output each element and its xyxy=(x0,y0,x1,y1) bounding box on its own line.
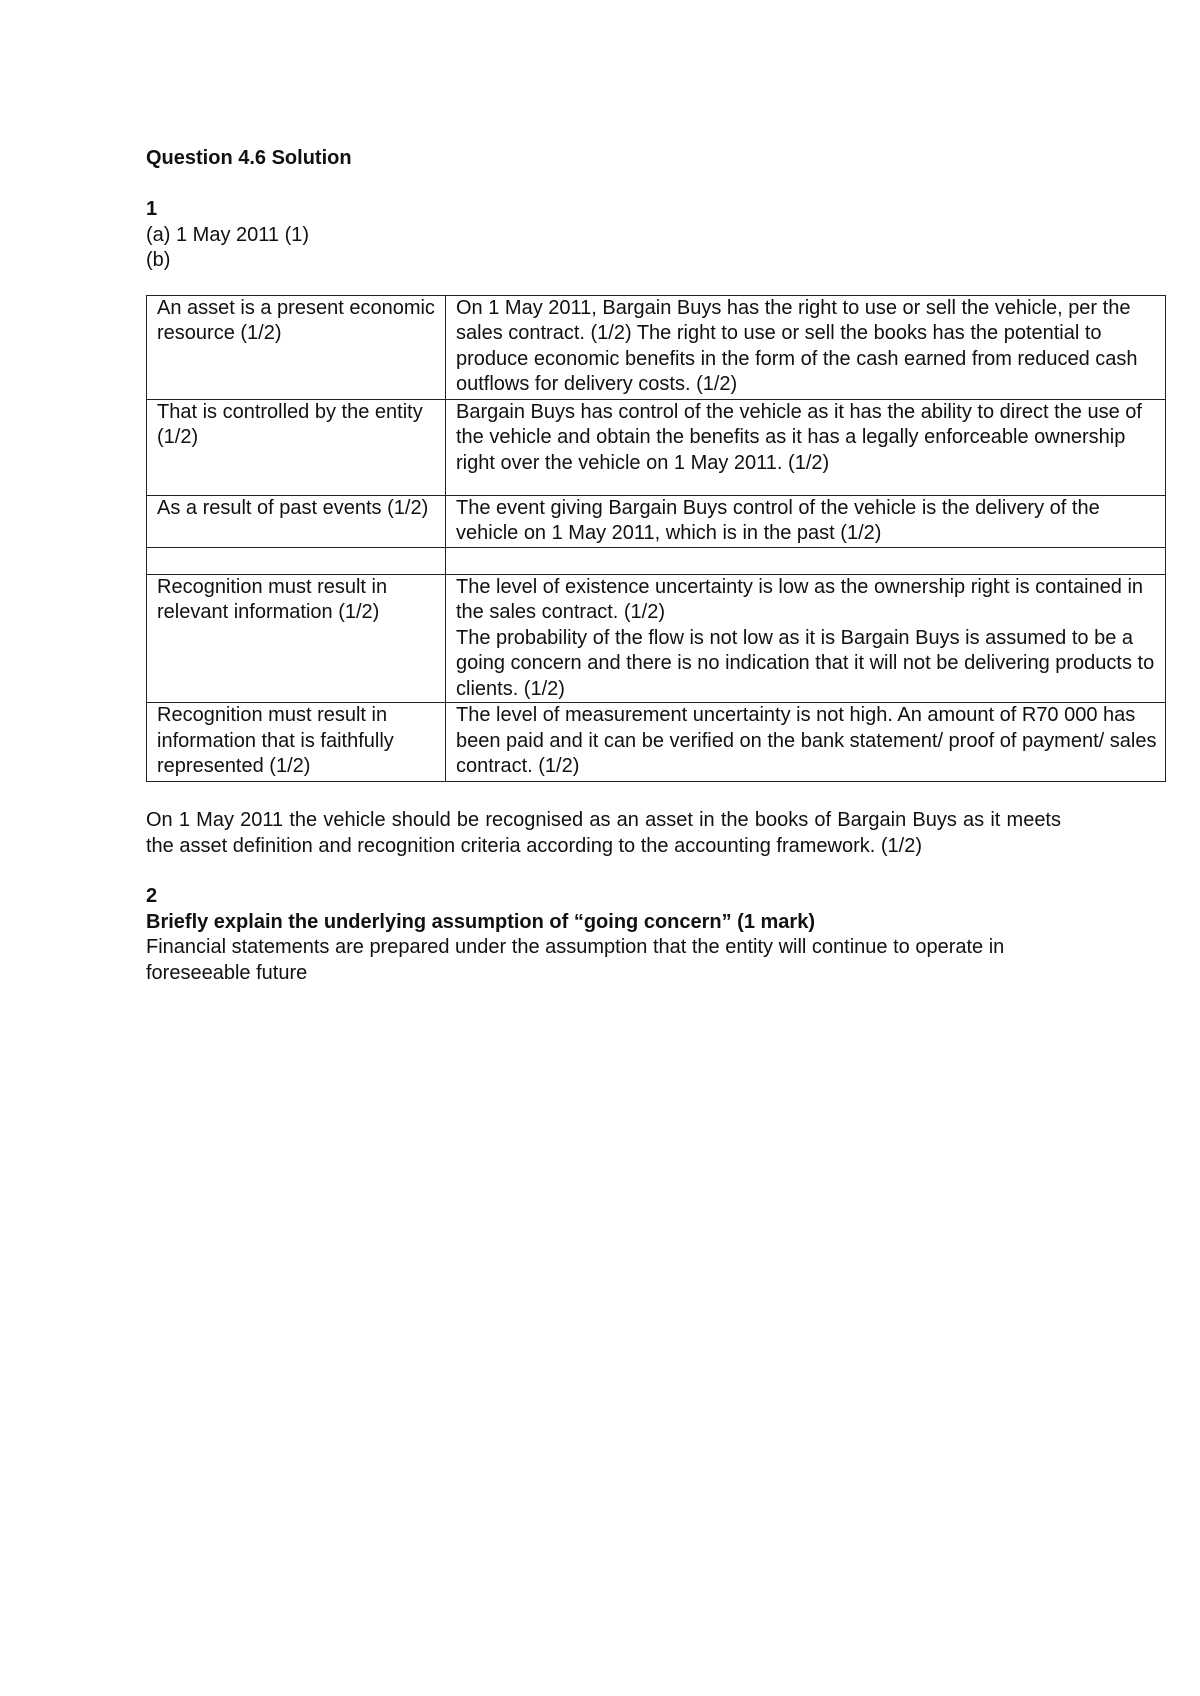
part-1b-label: (b) xyxy=(146,249,171,271)
document-page xyxy=(146,146,1166,986)
explanation-paragraph: On 1 May 2011, Bargain Buys has the right to use or sell the vehicle, per the sales contract. (1/2) The right to use or sell the books has the potential to produce economic benefits in the form of the cash earned from reduced cash outflows for delivery costs. (1/2) xyxy=(456,296,1138,395)
criterion-cell xyxy=(147,547,446,574)
asset-criteria-table xyxy=(146,295,1166,783)
table-row xyxy=(147,574,1166,703)
page-title: Question 4.6 Solution xyxy=(146,147,352,169)
part-2-number: 2 xyxy=(146,885,158,907)
criterion-cell: Recognition must result in relevant information (1/2) xyxy=(147,574,446,703)
table-row xyxy=(147,495,1166,547)
table-row xyxy=(147,295,1166,399)
criterion-cell: That is controlled by the entity (1/2) xyxy=(147,399,446,495)
criterion-cell: As a result of past events (1/2) xyxy=(147,495,446,547)
table-row xyxy=(147,703,1166,782)
explanation-cell xyxy=(446,547,1166,574)
part-2-question: Briefly explain the underlying assumption of “going concern” (1 mark) xyxy=(146,910,815,933)
explanation-paragraph: The level of existence uncertainty is low as the ownership right is contained in the sales contract. (1/2) xyxy=(456,575,1144,623)
explanation-paragraph: The level of measurement uncertainty is not high. An amount of R70 000 has been paid and it can be verified on the bank statement/ proof of payment/ sales contract. (1/2) xyxy=(456,704,1157,777)
explanation-cell xyxy=(446,574,1166,703)
explanation-cell xyxy=(446,495,1166,547)
explanation-paragraph: The event giving Bargain Buys control of the vehicle is the delivery of the vehicle on 1 May 2011, which is in the past (1/2) xyxy=(456,496,1100,544)
part-1-number: 1 xyxy=(146,198,158,220)
explanation-cell xyxy=(446,295,1166,399)
table-row-empty xyxy=(147,547,1166,574)
criterion-cell: An asset is a present economic resource (1/2) xyxy=(147,295,446,399)
explanation-cell xyxy=(446,703,1166,782)
explanation-paragraph: Bargain Buys has control of the vehicle as it has the ability to direct the use of the vehicle and obtain the benefits as it has a legally enforceable ownership right over the vehicle on 1 May 2011. (1/2) xyxy=(456,400,1142,474)
part-1a-answer: (a) 1 May 2011 (1) xyxy=(146,223,310,246)
explanation-cell xyxy=(446,399,1166,495)
part-2-answer: Financial statements are prepared under the assumption that the entity will continue to operate in foreseeable future xyxy=(146,936,1005,984)
conclusion-paragraph: On 1 May 2011 the vehicle should be recognised as an asset in the books of Bargain Buys as it meets the asset definition and recognition criteria according to the accounting framework. (1/2) xyxy=(146,809,1061,857)
explanation-paragraph: The probability of the flow is not low as it is Bargain Buys is assumed to be a going concern and there is no indication that it will not be delivering products to clients. (1/2) xyxy=(456,626,1155,700)
table-row xyxy=(147,399,1166,495)
criterion-cell: Recognition must result in information that is faithfully represented (1/2) xyxy=(147,703,446,782)
